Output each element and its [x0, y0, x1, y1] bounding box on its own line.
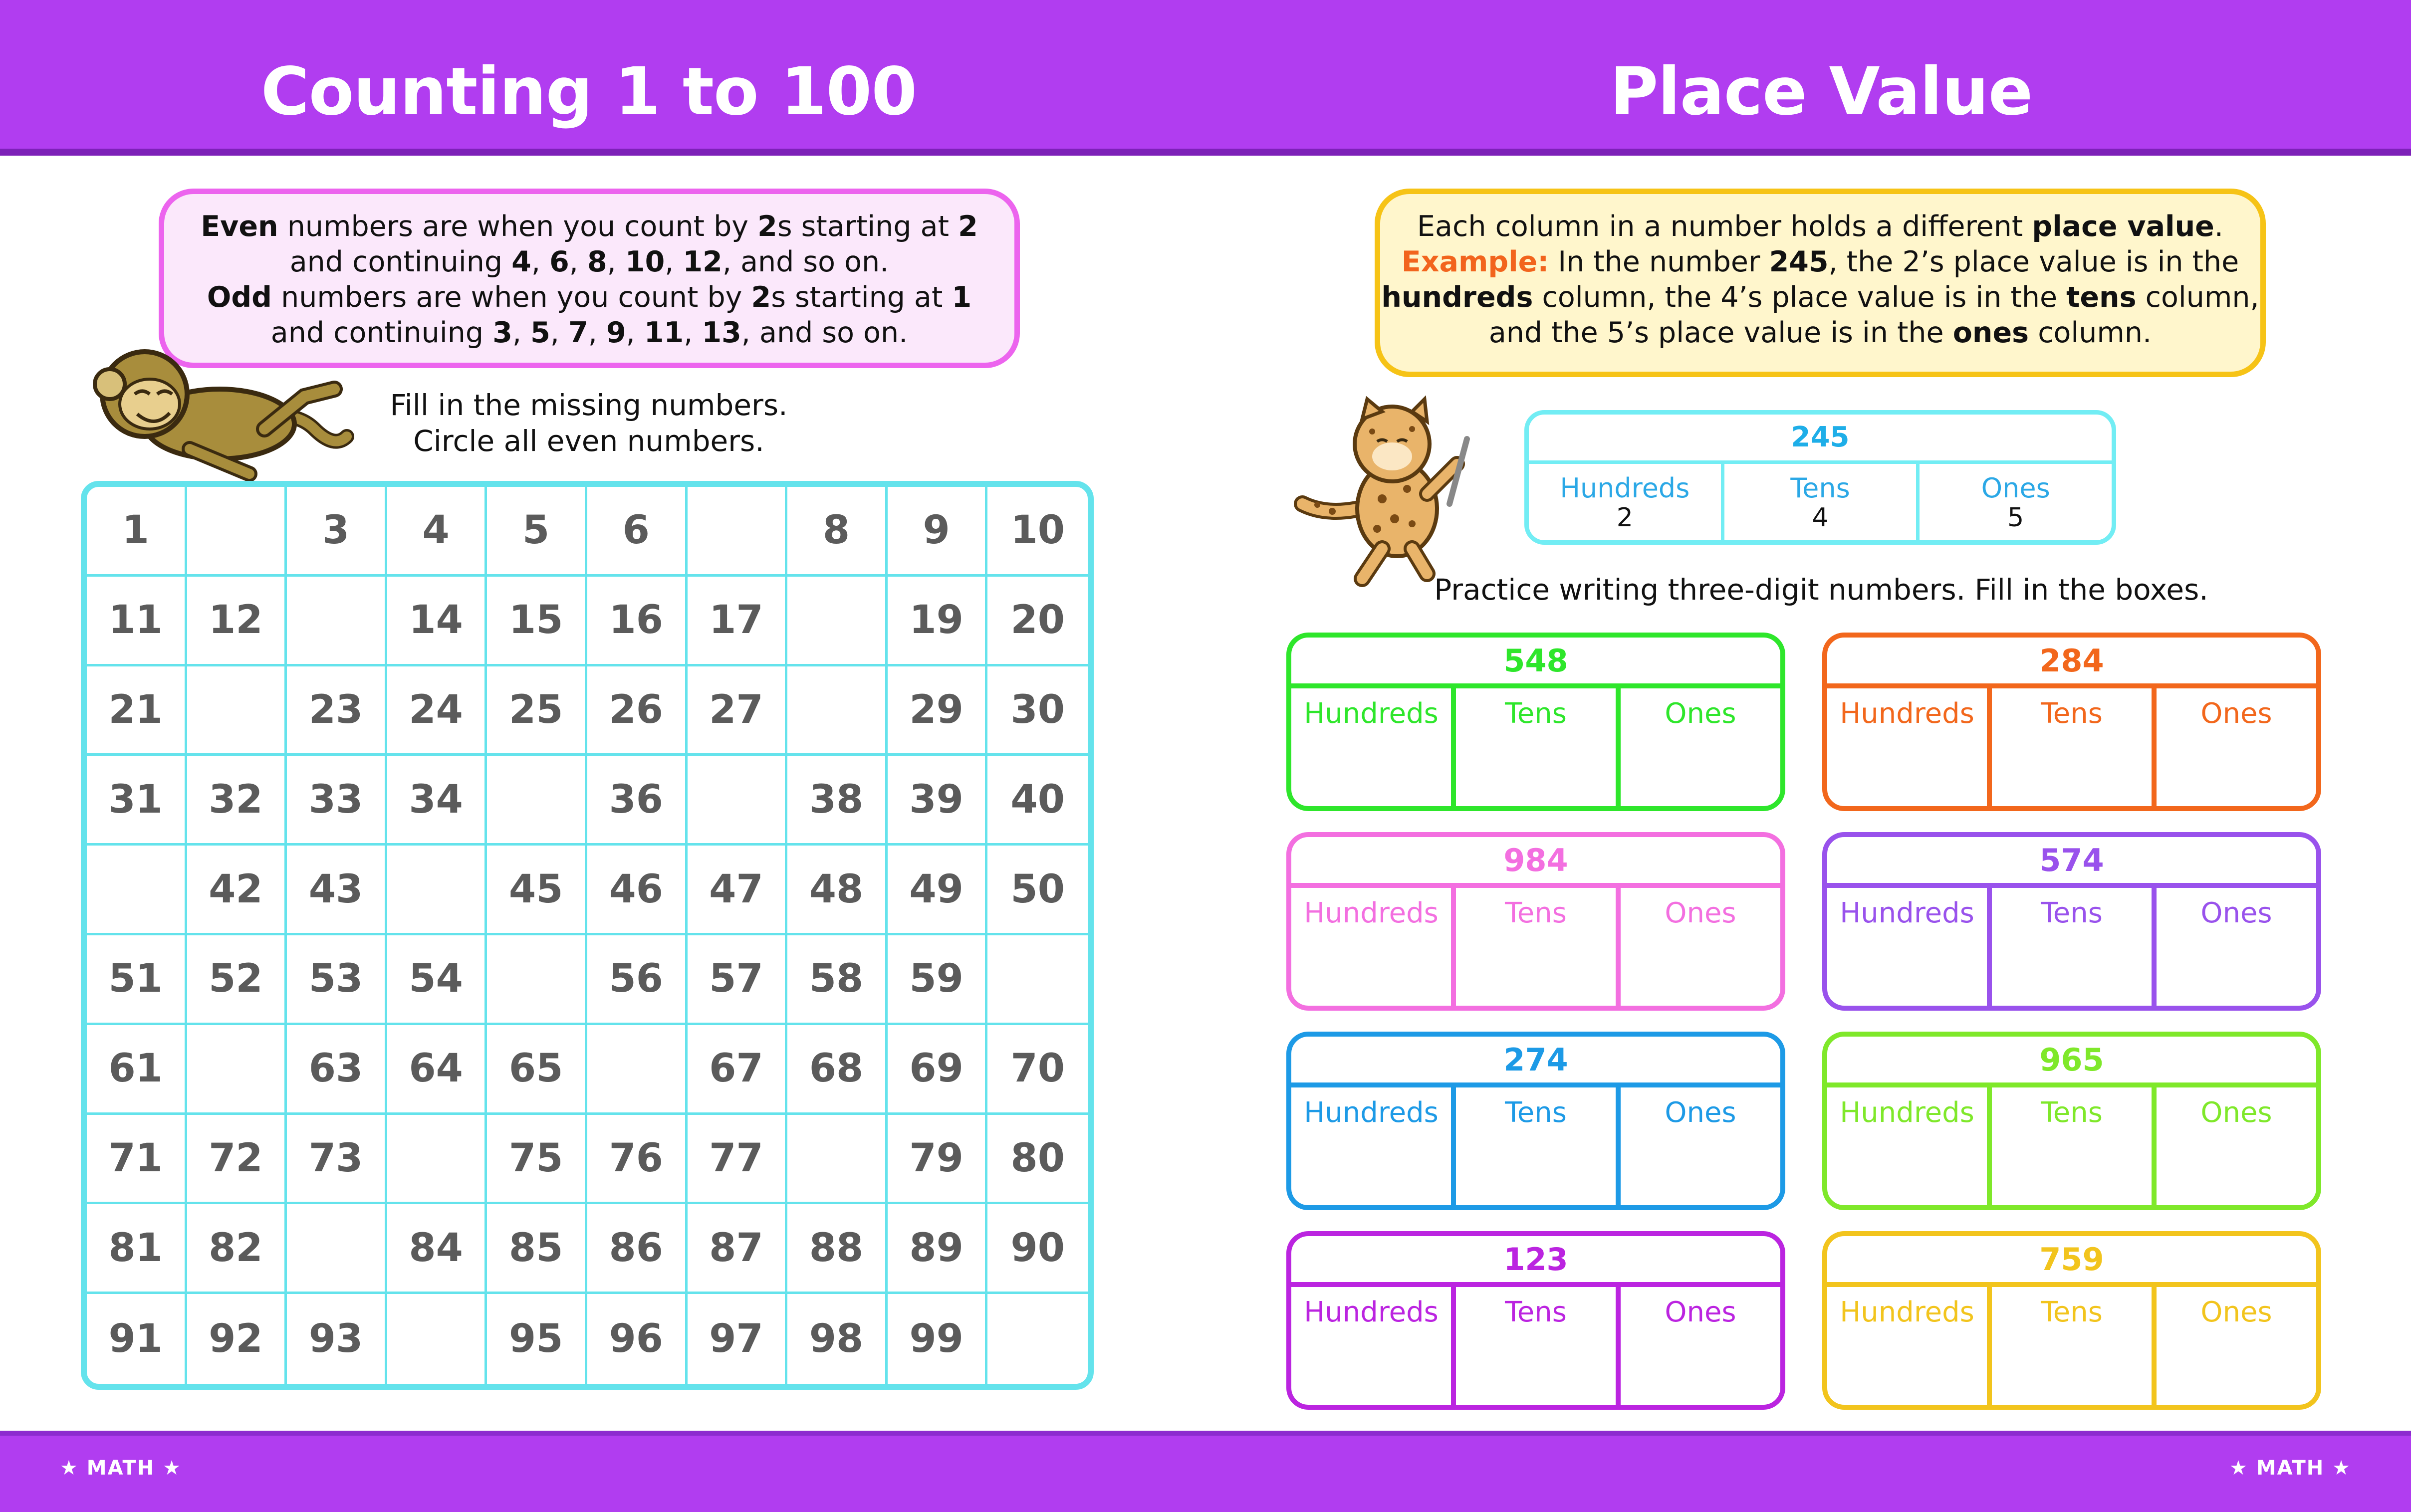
- chart-cell: 30: [987, 666, 1088, 756]
- ones-answer-box[interactable]: Ones: [1665, 697, 1736, 730]
- practice-number: 574: [1827, 837, 2316, 888]
- even-odd-explanation: Even numbers are when you count by 2s starting at 2 and continuing 4, 6, 8, 10, 12, and so on. Odd numbers are when you count by 2s starting at 1 and continuing 3, 5, 7, 9, 11, 13, and so on.: [159, 189, 1020, 368]
- chart-cell: 15: [487, 577, 587, 666]
- chart-cell: 75: [487, 1115, 587, 1205]
- ones-answer-box[interactable]: Ones: [2200, 1096, 2272, 1129]
- chart-instructions: Fill in the missing numbers. Circle all even numbers.: [390, 388, 788, 458]
- hundreds-chart: [81, 481, 1094, 1390]
- chart-cell: 81: [87, 1204, 187, 1294]
- tens-answer-box[interactable]: Tens: [1992, 688, 2157, 806]
- monkey-illustration: [75, 349, 354, 484]
- chart-cell: 36: [587, 756, 688, 846]
- practice-number: 284: [1827, 638, 2316, 688]
- hundreds-answer-box[interactable]: Hundreds: [1291, 1287, 1456, 1405]
- tens-answer-box[interactable]: Tens: [1456, 1287, 1621, 1405]
- chart-cell: 5: [487, 487, 587, 577]
- hundreds-answer-box[interactable]: Hundreds: [1291, 888, 1456, 1006]
- chart-cell: 6: [587, 487, 688, 577]
- practice-number: 759: [1827, 1236, 2316, 1287]
- place-value-explanation: Each column in a number holds a different place value. Example: In the number 245, the 2’s place value is in the hundreds column, the 4’s place value is in the tens column, and the 5’s place value is in the ones column.: [1375, 189, 2266, 377]
- chart-cell: 82: [187, 1204, 287, 1294]
- chart-cell: 87: [688, 1204, 788, 1294]
- chart-cell: 8: [787, 487, 888, 577]
- chart-cell: 86: [587, 1204, 688, 1294]
- blank-chart-cell[interactable]: [987, 935, 1088, 1025]
- sample-hundreds-column: Hundreds 2: [1529, 464, 1724, 540]
- blank-chart-cell[interactable]: [287, 1204, 387, 1294]
- practice-box: [1286, 832, 1785, 1011]
- ones-answer-box[interactable]: Ones: [1665, 897, 1736, 929]
- chart-cell: 90: [987, 1204, 1088, 1294]
- chart-cell: 19: [888, 577, 988, 666]
- chart-cell: 1: [87, 487, 187, 577]
- footer-label-left: ★ MATH ★: [60, 1457, 182, 1480]
- chart-cell: 72: [187, 1115, 287, 1205]
- practice-number: 984: [1291, 837, 1780, 888]
- chart-cell: 26: [587, 666, 688, 756]
- chart-cell: 42: [187, 846, 287, 935]
- hundreds-answer-box[interactable]: Hundreds: [1827, 888, 1992, 1006]
- hundreds-answer-box[interactable]: Hundreds: [1827, 688, 1992, 806]
- hundreds-answer-box[interactable]: Hundreds: [1827, 1087, 1992, 1205]
- chart-cell: 92: [187, 1294, 287, 1384]
- chart-cell: 10: [987, 487, 1088, 577]
- practice-number: 123: [1291, 1236, 1780, 1287]
- blank-chart-cell[interactable]: [187, 1025, 287, 1115]
- chart-cell: 46: [587, 846, 688, 935]
- ones-answer-box[interactable]: Ones: [2200, 697, 2272, 730]
- ones-answer-box[interactable]: Ones: [1665, 1096, 1736, 1129]
- blank-chart-cell[interactable]: [387, 1115, 487, 1205]
- chart-cell: 48: [787, 846, 888, 935]
- chart-cell: 51: [87, 935, 187, 1025]
- chart-cell: 80: [987, 1115, 1088, 1205]
- chart-cell: 93: [287, 1294, 387, 1384]
- chart-cell: 16: [587, 577, 688, 666]
- chart-cell: 27: [688, 666, 788, 756]
- chart-cell: 39: [888, 756, 988, 846]
- chart-cell: 38: [787, 756, 888, 846]
- chart-cell: 73: [287, 1115, 387, 1205]
- chart-cell: 34: [387, 756, 487, 846]
- leopard-illustration: [1287, 389, 1497, 589]
- tens-answer-box[interactable]: Tens: [1992, 888, 2157, 1006]
- chart-cell: 77: [688, 1115, 788, 1205]
- chart-cell: 17: [688, 577, 788, 666]
- chart-cell: 56: [587, 935, 688, 1025]
- footer-label-right: ★ MATH ★: [2229, 1457, 2351, 1480]
- blank-chart-cell[interactable]: [787, 1115, 888, 1205]
- practice-number: 548: [1291, 638, 1780, 688]
- chart-cell: 23: [287, 666, 387, 756]
- hundreds-answer-box[interactable]: Hundreds: [1291, 688, 1456, 806]
- blank-chart-cell[interactable]: [688, 756, 788, 846]
- chart-cell: 33: [287, 756, 387, 846]
- sample-tens-column: Tens 4: [1724, 464, 1920, 540]
- chart-cell: 96: [587, 1294, 688, 1384]
- chart-cell: 67: [688, 1025, 788, 1115]
- hundreds-answer-box[interactable]: Hundreds: [1291, 1087, 1456, 1205]
- chart-cell: 76: [587, 1115, 688, 1205]
- practice-number: 274: [1291, 1037, 1780, 1087]
- chart-cell: 64: [387, 1025, 487, 1115]
- footer-band: [0, 1431, 2411, 1512]
- chart-cell: 50: [987, 846, 1088, 935]
- blank-chart-cell[interactable]: [387, 1294, 487, 1384]
- chart-cell: 59: [888, 935, 988, 1025]
- chart-cell: 24: [387, 666, 487, 756]
- blank-chart-cell[interactable]: [487, 935, 587, 1025]
- blank-chart-cell[interactable]: [587, 1025, 688, 1115]
- blank-chart-cell[interactable]: [987, 1294, 1088, 1384]
- blank-chart-cell[interactable]: [688, 487, 788, 577]
- practice-box: [1286, 633, 1785, 811]
- chart-cell: 20: [987, 577, 1088, 666]
- sample-place-value-table: [1524, 410, 2116, 545]
- place-value-title: Place Value: [1610, 53, 2033, 130]
- practice-box: [1822, 832, 2321, 1011]
- chart-cell: 21: [87, 666, 187, 756]
- tens-answer-box[interactable]: Tens: [1992, 1087, 2157, 1205]
- chart-cell: 4: [387, 487, 487, 577]
- blank-chart-cell[interactable]: [187, 487, 287, 577]
- chart-cell: 57: [688, 935, 788, 1025]
- ones-answer-box[interactable]: Ones: [2200, 897, 2272, 929]
- chart-cell: 58: [787, 935, 888, 1025]
- chart-cell: 89: [888, 1204, 988, 1294]
- chart-cell: 70: [987, 1025, 1088, 1115]
- blank-chart-cell[interactable]: [187, 666, 287, 756]
- sample-ones-column: Ones 5: [1981, 472, 2050, 533]
- chart-cell: 88: [787, 1204, 888, 1294]
- chart-cell: 47: [688, 846, 788, 935]
- chart-cell: 52: [187, 935, 287, 1025]
- practice-box: [1822, 1231, 2321, 1410]
- chart-cell: 12: [187, 577, 287, 666]
- chart-cell: 29: [888, 666, 988, 756]
- chart-cell: 69: [888, 1025, 988, 1115]
- practice-instructions: Practice writing three-digit numbers. Fill in the boxes.: [1434, 573, 2208, 607]
- chart-cell: 61: [87, 1025, 187, 1115]
- blank-chart-cell[interactable]: [287, 577, 387, 666]
- chart-cell: 9: [888, 487, 988, 577]
- chart-cell: 11: [87, 577, 187, 666]
- chart-cell: 14: [387, 577, 487, 666]
- ones-answer-box[interactable]: Ones: [2200, 1296, 2272, 1328]
- blank-chart-cell[interactable]: [787, 666, 888, 756]
- chart-cell: 3: [287, 487, 387, 577]
- chart-cell: 25: [487, 666, 587, 756]
- blank-chart-cell[interactable]: [87, 846, 187, 935]
- chart-cell: 43: [287, 846, 387, 935]
- chart-cell: 31: [87, 756, 187, 846]
- tens-answer-box[interactable]: Tens: [1456, 888, 1621, 1006]
- chart-cell: 71: [87, 1115, 187, 1205]
- chart-cell: 97: [688, 1294, 788, 1384]
- hundreds-answer-box[interactable]: Hundreds: [1827, 1287, 1992, 1405]
- counting-title: Counting 1 to 100: [260, 53, 917, 130]
- tens-answer-box[interactable]: Tens: [1456, 688, 1621, 806]
- chart-cell: 40: [987, 756, 1088, 846]
- chart-cell: 85: [487, 1204, 587, 1294]
- practice-box: [1822, 633, 2321, 811]
- tens-answer-box[interactable]: Tens: [1992, 1287, 2157, 1405]
- chart-cell: 95: [487, 1294, 587, 1384]
- chart-cell: 32: [187, 756, 287, 846]
- chart-cell: 53: [287, 935, 387, 1025]
- chart-cell: 98: [787, 1294, 888, 1384]
- chart-cell: 79: [888, 1115, 988, 1205]
- chart-cell: 54: [387, 935, 487, 1025]
- practice-box: [1286, 1231, 1785, 1410]
- chart-cell: 65: [487, 1025, 587, 1115]
- practice-box: [1286, 1032, 1785, 1210]
- blank-chart-cell[interactable]: [487, 756, 587, 846]
- blank-chart-cell[interactable]: [387, 846, 487, 935]
- ones-answer-box[interactable]: Ones: [1665, 1296, 1736, 1328]
- chart-cell: 99: [888, 1294, 988, 1384]
- blank-chart-cell[interactable]: [787, 577, 888, 666]
- chart-cell: 45: [487, 846, 587, 935]
- practice-box: [1822, 1032, 2321, 1210]
- practice-number: 965: [1827, 1037, 2316, 1087]
- sample-number: 245: [1529, 415, 2112, 464]
- chart-cell: 91: [87, 1294, 187, 1384]
- chart-cell: 49: [888, 846, 988, 935]
- tens-answer-box[interactable]: Tens: [1456, 1087, 1621, 1205]
- chart-cell: 63: [287, 1025, 387, 1115]
- chart-cell: 68: [787, 1025, 888, 1115]
- chart-cell: 84: [387, 1204, 487, 1294]
